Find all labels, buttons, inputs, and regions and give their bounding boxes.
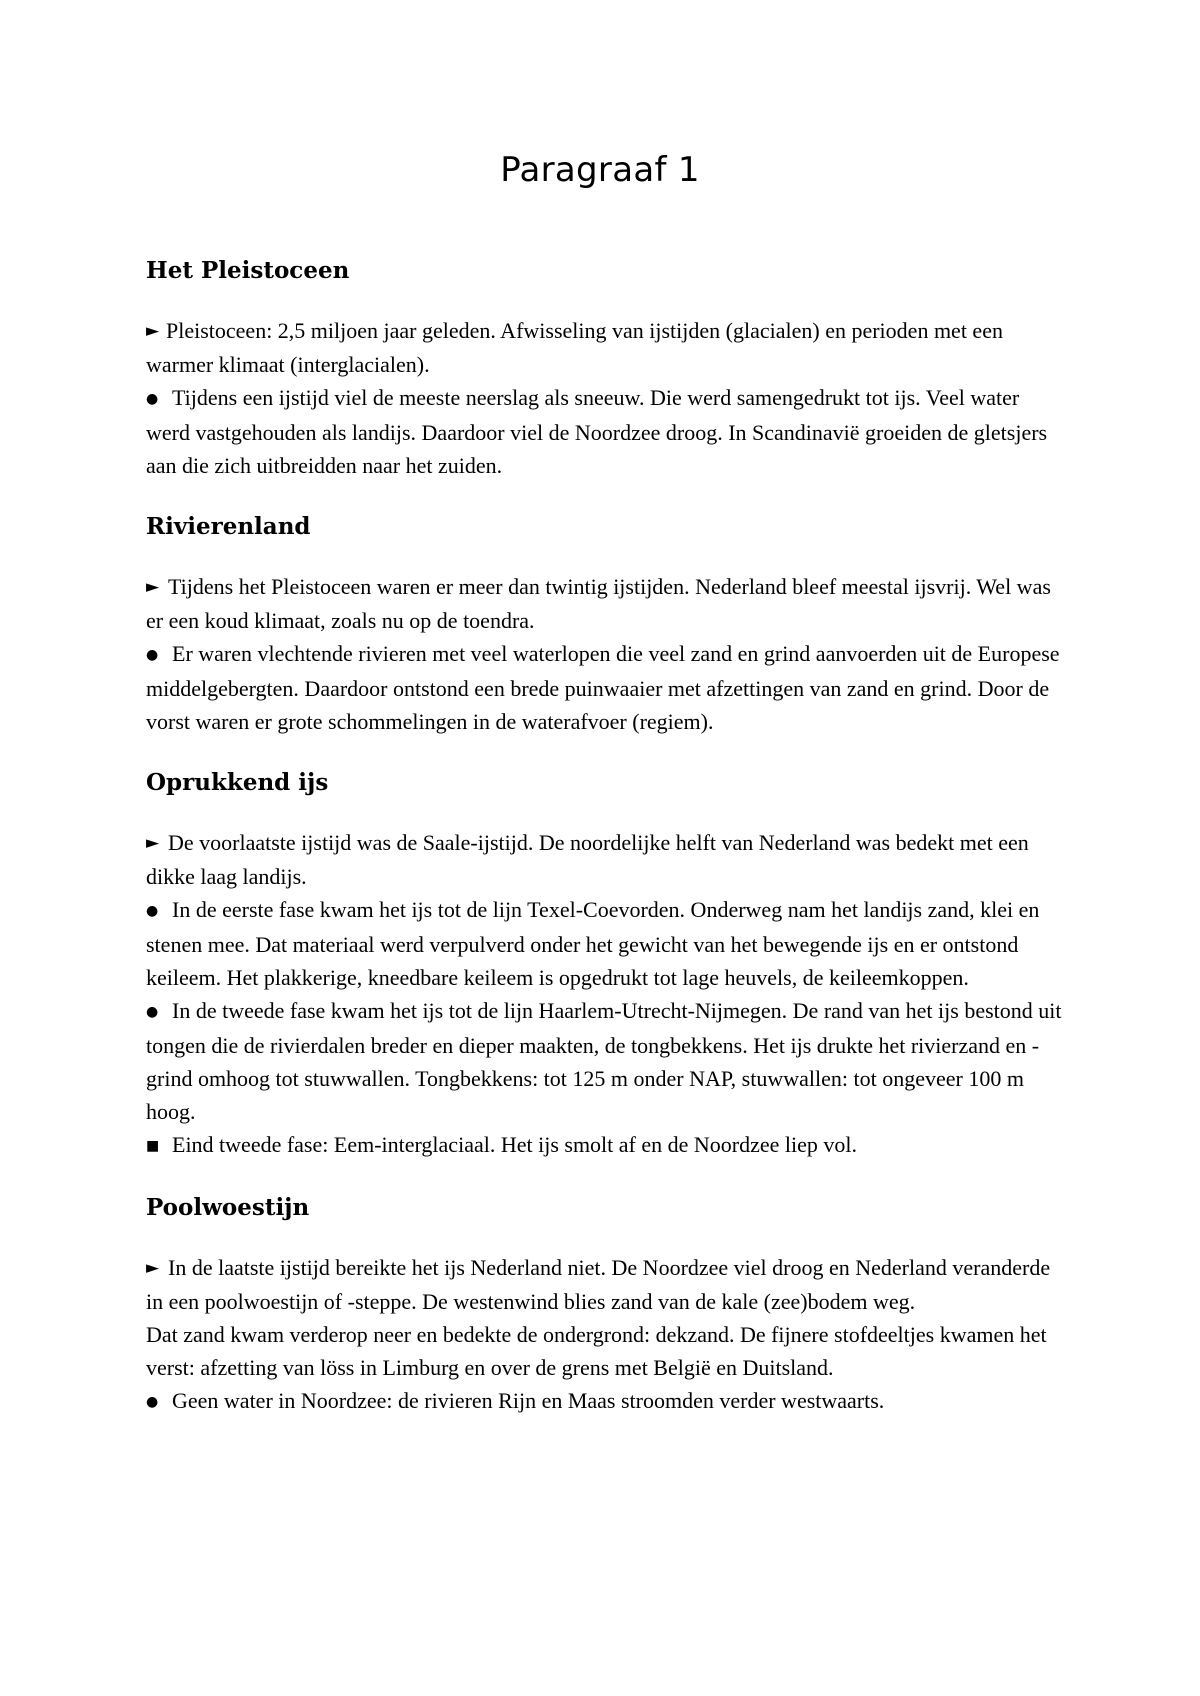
paragraph [146, 994, 1066, 1128]
triangle-bullet-icon: ► [146, 833, 160, 853]
triangle-bullet-icon: ► [146, 577, 160, 597]
paragraph [146, 893, 1066, 994]
section-rivierenland [146, 512, 1066, 738]
section-heading: Oprukkend ijs [146, 769, 329, 796]
paragraph [146, 570, 1066, 637]
triangle-bullet-icon: ► [146, 321, 160, 341]
paragraph [146, 1384, 1066, 1419]
circle-bullet-icon: ● [146, 1394, 159, 1410]
section-poolwoestijn [146, 1193, 1066, 1419]
paragraph [146, 637, 1066, 738]
paragraph [146, 1318, 1066, 1384]
paragraph [146, 826, 1066, 893]
circle-bullet-icon: ● [146, 391, 159, 407]
paragraph-text: Geen water in Noordzee: de rivieren Rijn en Maas stroomden verder westwaarts. [172, 1388, 885, 1413]
section-heading: Rivierenland [146, 513, 311, 540]
paragraph [146, 314, 1066, 381]
triangle-bullet-icon: ► [146, 1258, 160, 1278]
page-title: Paragraaf 1 [500, 150, 700, 190]
paragraph-text: Pleistoceen: 2,5 miljoen jaar geleden. Afwisseling van ijstijden (glacialen) en perioden met een warmer klimaat (interglacialen). [146, 318, 1003, 377]
paragraph-text: Eind tweede fase: Eem-interglaciaal. Het ijs smolt af en de Noordzee liep vol. [172, 1132, 858, 1157]
section-oprukkend-ijs [146, 768, 1066, 1163]
paragraph-text: Tijdens een ijstijd viel de meeste neerslag als sneeuw. Die werd samengedrukt tot ijs. Veel water werd vastgehouden als landijs. Daardoor viel de Noordzee droog. In Scandinavië groeiden de gletsjers aan die zich uitbreidden naar het zuiden. [146, 385, 1048, 478]
paragraph-text: In de laatste ijstijd bereikte het ijs Nederland niet. De Noordzee viel droog en Nederland veranderde in een poolwoestijn of -steppe. De westenwind blies zand van de kale (zee)bodem weg. [146, 1255, 1051, 1314]
paragraph-text: De voorlaatste ijstijd was de Saale-ijstijd. De noordelijke helft van Nederland was bedekt met een dikke laag landijs. [146, 830, 1029, 889]
circle-bullet-icon: ● [146, 647, 159, 663]
document-body [146, 256, 1066, 1449]
paragraph-text: In de tweede fase kwam het ijs tot de lijn Haarlem-Utrecht-Nijmegen. De rand van het ijs bestond uit tongen die de rivierdalen breder en dieper maakten, de tongbekkens. Het ijs drukte het rivierzand en -grind omhoog tot stuwwallen. Tongbekkens: tot 125 m onder NAP, stuwwallen: tot ongeveer 100 m hoog. [146, 998, 1062, 1124]
section-heading: Poolwoestijn [146, 1194, 310, 1221]
section-heading: Het Pleistoceen [146, 257, 350, 284]
square-bullet-icon: ■ [146, 1138, 160, 1154]
circle-bullet-icon: ● [146, 1004, 159, 1020]
paragraph-text: Dat zand kwam verderop neer en bedekte de ondergrond: dekzand. De fijnere stofdeeltjes kwamen het verst: afzetting van löss in Limburg en over de grens met België en Duitsland. [146, 1322, 1047, 1380]
circle-bullet-icon: ● [146, 903, 159, 919]
paragraph [146, 381, 1066, 482]
paragraph [146, 1251, 1066, 1318]
paragraph-text: Tijdens het Pleistoceen waren er meer dan twintig ijstijden. Nederland bleef meestal ijsvrij. Wel was er een koud klimaat, zoals nu op de toendra. [146, 574, 1051, 633]
paragraph-text: Er waren vlechtende rivieren met veel waterlopen die veel zand en grind aanvoerden uit de Europese middelgebergten. Daardoor ontstond een brede puinwaaier met afzettingen van zand en grind. Door de vorst waren er grote schommelingen in de waterafvoer (regiem). [146, 641, 1060, 734]
paragraph-text: In de eerste fase kwam het ijs tot de lijn Texel-Coevorden. Onderweg nam het landijs zand, klei en stenen mee. Dat materiaal werd verpulverd onder het gewicht van het bewegende ijs en er ontstond keileem. Het plakkerige, kneedbare keileem is opgedrukt tot lage heuvels, de keileemkoppen. [146, 897, 1040, 990]
section-het-pleistoceen [146, 256, 1066, 482]
paragraph [146, 1128, 1066, 1163]
